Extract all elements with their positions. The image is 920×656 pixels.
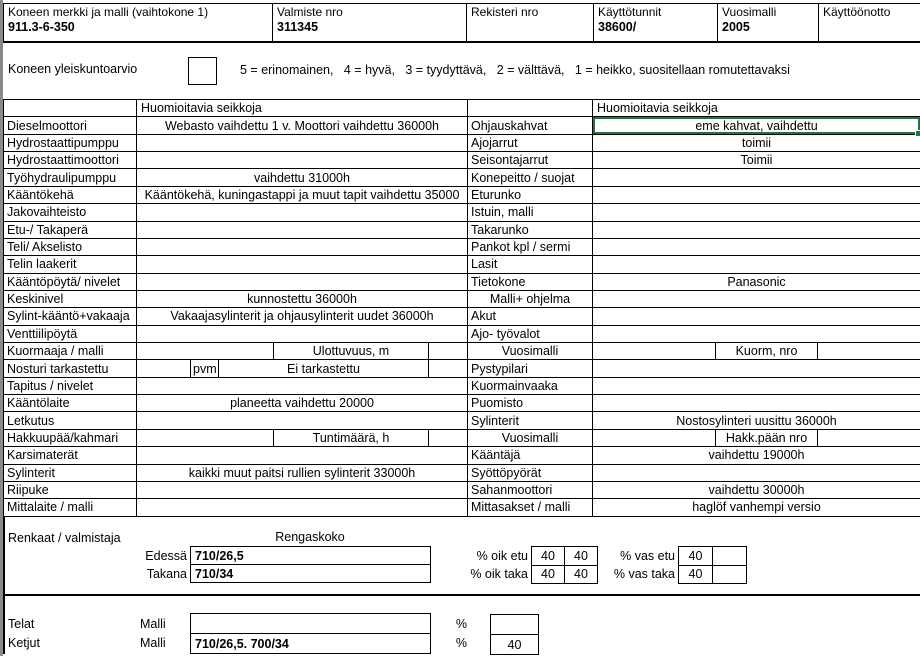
row-label: Sahanmoottori — [468, 482, 593, 499]
chains-label: Ketjut — [8, 636, 40, 650]
row-label: Hydrostaattipumppu — [4, 135, 137, 152]
table-row — [4, 291, 920, 308]
row-label: Tapitus / nivelet — [4, 378, 137, 395]
row-value-cell[interactable] — [137, 326, 468, 343]
row-label: Eturunko — [468, 187, 593, 204]
row-value-cell[interactable] — [593, 465, 920, 482]
table-row — [4, 187, 920, 204]
row-label: Teli/ Akselisto — [4, 239, 137, 256]
model-year-label: Vuosimalli — [722, 5, 777, 19]
table-row — [4, 152, 920, 169]
row-value-cell[interactable]: Toimii — [593, 152, 920, 169]
row-value-cell[interactable] — [137, 256, 468, 273]
row-value-cell[interactable]: Nostosylinteri uusittu 36000h — [593, 412, 920, 429]
table-row — [4, 274, 920, 291]
pct-cell[interactable]: 40 — [679, 566, 713, 585]
row-value-cell[interactable] — [137, 204, 468, 221]
row-value-cell[interactable]: Kääntökehä, kuningastappi ja muut tapit vaihdettu 35000 — [137, 187, 468, 204]
serial-number-cell[interactable] — [273, 4, 467, 43]
row-label: Konepeitto / suojat — [468, 169, 593, 186]
row-label: Ajojarrut — [468, 135, 593, 152]
operating-hours-value: 38600/ — [598, 20, 637, 34]
register-number-cell[interactable] — [467, 4, 594, 43]
header-spacer — [4, 100, 137, 117]
table-row — [4, 239, 920, 256]
crane-inspection-status-cell[interactable]: Ei tarkastettu — [219, 360, 429, 377]
table-row — [4, 430, 920, 447]
table-row — [4, 482, 920, 499]
commissioning-cell[interactable] — [819, 4, 920, 43]
table-row — [4, 135, 920, 152]
row-label: Seisontajarrut — [468, 152, 593, 169]
row-value-cell[interactable]: Vakaajasylinterit ja ohjausylinterit uudet 36000h — [137, 308, 468, 325]
row-label: Jakovaihteisto — [4, 204, 137, 221]
row-label: Takarunko — [468, 222, 593, 239]
pct-right-front-label: % oik etu — [476, 549, 528, 563]
row-label: Sylinterit — [468, 412, 593, 429]
row-value-cell[interactable] — [429, 430, 468, 447]
row-value-cell[interactable] — [137, 274, 468, 291]
row-label: Kääntölaite — [4, 395, 137, 412]
header-spacer — [468, 100, 593, 117]
row-label: Letkutus — [4, 412, 137, 429]
model-year-cell[interactable] — [718, 4, 819, 43]
row-label: Mittasakset / malli — [468, 499, 593, 516]
row-value-cell[interactable] — [593, 204, 920, 221]
machine-info-table — [3, 3, 920, 43]
tracks-percent-box — [490, 614, 539, 655]
row-value-cell[interactable] — [593, 256, 920, 273]
table-row — [4, 256, 920, 273]
row-value-cell[interactable]: Webasto vaihdettu 1 v. Moottori vaihdettu 36000h — [137, 117, 468, 134]
pct-left-front-label: % vas etu — [620, 549, 675, 563]
row-label: Tietokone — [468, 274, 593, 291]
machine-model-cell[interactable] — [4, 4, 273, 43]
pct-cell[interactable]: 40 — [532, 547, 565, 566]
chains-percent-field[interactable]: 40 — [507, 637, 522, 652]
row-value-cell[interactable] — [818, 430, 920, 447]
row-value-cell[interactable] — [429, 343, 468, 360]
head-number-label-cell: Hakk.pään nro — [716, 430, 818, 447]
row-value-cell[interactable]: Panasonic — [593, 274, 920, 291]
row-value-cell[interactable] — [593, 326, 920, 343]
row-value-cell[interactable] — [429, 360, 468, 377]
row-value-cell[interactable] — [593, 395, 920, 412]
row-value-cell[interactable] — [137, 135, 468, 152]
row-value-cell[interactable] — [137, 430, 274, 447]
table-row — [4, 222, 920, 239]
machine-model-label: Koneen merkki ja malli (vaihtokone 1) — [8, 5, 209, 19]
loader-number-label-cell: Kuorm, nro — [716, 343, 818, 360]
row-label: Malli+ ohjelma — [468, 291, 593, 308]
row-value-cell[interactable] — [137, 378, 468, 395]
row-value-cell[interactable] — [593, 308, 920, 325]
row-value-cell[interactable] — [137, 360, 191, 377]
table-row — [4, 395, 920, 412]
row-label: Kuormaaja / malli — [4, 343, 137, 360]
row-value-cell[interactable] — [137, 499, 468, 516]
sheet-left-border — [3, 517, 5, 654]
row-label: Kuormainvaaka — [468, 378, 593, 395]
operating-hours-cell[interactable] — [594, 4, 718, 43]
loader-model-cell[interactable] — [137, 343, 274, 360]
selected-cell[interactable] — [593, 117, 920, 134]
table-row — [4, 308, 920, 325]
row-label: Ajo- työvalot — [468, 326, 593, 343]
section-divider — [3, 594, 920, 596]
row-label: Puomisto — [468, 395, 593, 412]
serial-number-value: 311345 — [277, 20, 319, 34]
pct-left-rear-label: % vas taka — [613, 567, 675, 581]
table-row — [4, 117, 920, 134]
hour-count-label-cell: Tuntimäärä, h — [274, 430, 429, 447]
table-row — [4, 412, 920, 429]
row-label: Istuin, malli — [468, 204, 593, 221]
row-label: Karsimaterät — [4, 447, 137, 464]
serial-number-label: Valmiste nro — [277, 5, 343, 19]
row-label: Akut — [468, 308, 593, 325]
row-label: Ohjauskahvat — [468, 117, 593, 134]
table-row — [4, 343, 920, 360]
row-label: Pankot kpl / sermi — [468, 239, 593, 256]
row-value-cell[interactable] — [137, 412, 468, 429]
chains-model-label: Malli — [140, 636, 166, 650]
row-value-cell[interactable] — [593, 378, 920, 395]
tire-size-header: Rengaskoko — [275, 530, 345, 544]
table-row — [4, 447, 920, 464]
table-row — [4, 204, 920, 221]
row-label: Kääntäjä — [468, 447, 593, 464]
rear-tire-label: Takana — [146, 567, 187, 581]
tracks-percent-label: % — [455, 617, 467, 631]
row-value-cell[interactable]: vaihdettu 31000h — [137, 169, 468, 186]
table-row — [4, 326, 920, 343]
row-value-cell[interactable] — [137, 482, 468, 499]
row-label: Hakkuupää/kahmari — [4, 430, 137, 447]
row-value-cell[interactable] — [137, 222, 468, 239]
row-value-cell[interactable]: toimii — [593, 135, 920, 152]
reach-label-cell: Ulottuvuus, m — [274, 343, 429, 360]
row-value-cell[interactable] — [137, 152, 468, 169]
tracks-percent-field[interactable] — [491, 615, 538, 635]
row-value-cell[interactable]: haglöf vanhempi versio — [593, 499, 920, 516]
selection-fill-handle[interactable] — [915, 130, 920, 137]
pct-left-grid — [678, 546, 747, 584]
front-tire-label: Edessä — [145, 549, 187, 563]
front-tire-size-field[interactable]: 710/26,5 — [191, 547, 430, 565]
register-number-label: Rekisteri nro — [471, 5, 539, 19]
row-label: Venttiilipöytä — [4, 326, 137, 343]
date-label-cell: pvm — [191, 360, 219, 377]
row-value-cell[interactable] — [593, 343, 716, 360]
row-value-cell[interactable] — [137, 239, 468, 256]
row-value-cell[interactable] — [593, 360, 920, 377]
pct-cell[interactable]: 40 — [532, 566, 565, 585]
table-row — [4, 499, 920, 516]
table-row — [4, 169, 920, 186]
condition-scale-text: 5 = erinomainen, 4 = hyvä, 3 = tyydyttävä, 2 = välttävä, 1 = heikko, suositellaan romutettavaksi — [240, 63, 790, 77]
row-label: Telin laakerit — [4, 256, 137, 273]
table-row — [4, 360, 920, 377]
table-header-row — [4, 100, 920, 117]
row-value-cell[interactable] — [593, 430, 716, 447]
row-label: Sylinterit — [4, 465, 137, 482]
commissioning-label: Käyttöönotto — [823, 5, 891, 19]
operating-hours-label: Käyttötunnit — [598, 5, 662, 19]
row-value-cell[interactable] — [593, 239, 920, 256]
row-label: Keskinivel — [4, 291, 137, 308]
row-label: Kääntöpöytä/ nivelet — [4, 274, 137, 291]
row-value-cell[interactable] — [818, 343, 920, 360]
rear-tire-size-field[interactable]: 710/34 — [195, 566, 234, 581]
row-label: Riipuke — [4, 482, 137, 499]
selected-cell-text: eme kahvat, vaihdettu — [695, 118, 818, 133]
notes-header-left: Huomioitavia seikkoja — [137, 100, 468, 117]
row-label: Lasit — [468, 256, 593, 273]
row-value-cell[interactable] — [593, 222, 920, 239]
table-row — [4, 465, 920, 482]
tracks-model-field[interactable] — [191, 614, 430, 634]
chains-percent-label: % — [455, 636, 467, 650]
row-value-cell[interactable]: kunnostettu 36000h — [137, 291, 468, 308]
row-label: Mittalaite / malli — [4, 499, 137, 516]
row-label: Dieselmoottori — [4, 117, 137, 134]
pct-cell[interactable]: 40 — [679, 547, 713, 566]
pct-cell[interactable]: 40 — [565, 547, 598, 566]
tire-size-box — [190, 546, 431, 583]
row-value-cell[interactable]: planeetta vaihdettu 20000 — [137, 395, 468, 412]
pct-cell[interactable] — [713, 566, 747, 585]
row-label: Hydrostaattimoottori — [4, 152, 137, 169]
row-label: Sylint-kääntö+vakaaja — [4, 308, 137, 325]
row-label: Vuosimalli — [468, 430, 593, 447]
pct-right-rear-label: % oik taka — [470, 567, 528, 581]
tracks-model-label: Malli — [140, 617, 166, 631]
chains-model-field[interactable]: 710/26,5. 700/34 — [195, 636, 289, 651]
inspection-table — [3, 99, 920, 517]
tires-section-label: Renkaat / valmistaja — [8, 531, 121, 545]
row-label: Nosturi tarkastettu — [4, 360, 137, 377]
table-row — [4, 378, 920, 395]
machine-model-value: 911.3-6-350 — [8, 20, 75, 34]
row-value-cell[interactable]: vaihdettu 19000h — [593, 447, 920, 464]
row-label: Etu-/ Takaperä — [4, 222, 137, 239]
tracks-label: Telat — [8, 617, 35, 631]
condition-label: Koneen yleiskuntoarvio — [8, 62, 138, 76]
pct-cell[interactable]: 40 — [565, 566, 598, 585]
model-year-value: 2005 — [722, 20, 750, 34]
row-label: Työhydraulipumppu — [4, 169, 137, 186]
row-value-cell[interactable] — [593, 187, 920, 204]
tracks-model-box — [190, 613, 431, 654]
condition-rating-box[interactable] — [188, 57, 217, 85]
row-value-cell[interactable]: kaikki muut paitsi rullien sylinterit 33000h — [137, 465, 468, 482]
pct-cell[interactable] — [713, 547, 747, 566]
row-label: Pystypilari — [468, 360, 593, 377]
row-value-cell[interactable]: vaihdettu 30000h — [593, 482, 920, 499]
row-label: Syöttöpyörät — [468, 465, 593, 482]
row-value-cell[interactable] — [593, 291, 920, 308]
row-label: Vuosimalli — [468, 343, 593, 360]
row-value-cell[interactable] — [137, 447, 468, 464]
row-value-cell[interactable] — [593, 169, 920, 186]
notes-header-right: Huomioitavia seikkoja — [593, 100, 920, 117]
row-label: Kääntökehä — [4, 187, 137, 204]
